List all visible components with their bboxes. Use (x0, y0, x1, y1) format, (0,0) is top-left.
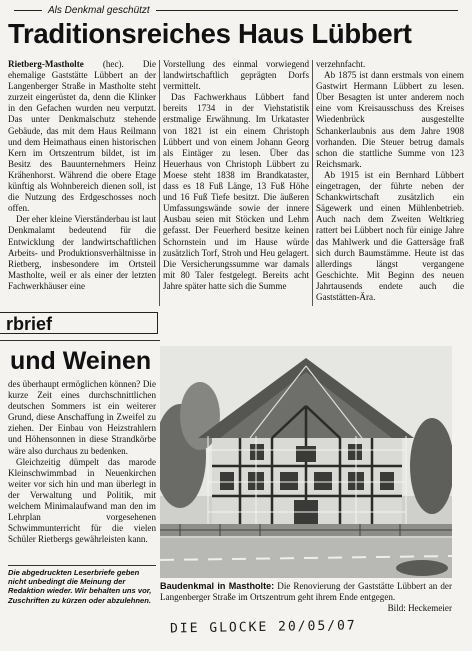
column-2-paragraph-1: Vorstellung des einmal vorwiegend landwirtschaftlich geprägten Dorfs vermittelt. (163, 59, 309, 92)
dateline: Rietberg-Mastholte (8, 59, 84, 69)
letters-section-header: rbrief (0, 312, 158, 334)
byline: (hec). (102, 59, 124, 69)
letters-disclaimer: Die abgedruckten Leserbriefe geben nicht unbedingt die Meinung der Redaktion wieder. Wir behalten uns vor, Zuschriften zu kürzen oder abzulehnen. (8, 568, 152, 605)
column-3-paragraph-1: Ab 1875 ist dann erstmals von einem Gastwirt Hermann Lübbert zu lesen. Über Besagten ist unter anderem noch eine vom Kreisausschuss des Kreises Wiedenbrück ausgestellte Schankerlaubnis aus dem Jahre 1908 vorhanden. Die Steuer betrug damals schon die stattliche Summe von 123 Reichsmark. (316, 70, 464, 169)
kicker-rule-left (14, 10, 42, 11)
kicker-text: Als Denkmal geschützt (48, 4, 150, 16)
article-column-2 (163, 59, 309, 292)
article-column-3 (316, 59, 464, 303)
column-3-paragraph-0: verzehnfacht. (316, 59, 366, 69)
letter-paragraph-1: des überhaupt ermöglichen können? Die kurze Zeit eines durchschnittlichen deutschen Sommers ist ein weiterer Grund, diese Anschaffung in Zweifel zu ziehen. Der Einbau von Heizstrahlern und Höhensonnen in diese Strandkörbe wäre also durchaus zu bedenken. (8, 379, 156, 456)
column-2-paragraph-2: Das Fachwerkhaus Lübbert fand bereits 1734 in der Viehstatistik erstmalige Erwähnung. Im Urkataster von 1821 ist ein einem Christoph Lübbert und von einem Johann Georg als Eintäger zu lesen. Über das Heuerhaus von Christoph Lübbert zu Moese steht 1838 im Brandkataster, dass es 18 Fuß Länge, 13 Fuß Höhe und 16 Fuß Tiefe besitzt. Die äußeren Umfassungswände sowie der innere Ausbau seien mit Stöcken und Lehm gefasst. Der Feuerherd besitze keinen Schornstein und im Hause würde zusätzlich Torf, Stroh und Heu gelagert. Die Versicherungssumme war damals mit 80 Taler festgelegt. Bereits acht Jahre später hatte sich die Summe (163, 92, 309, 291)
column-3-paragraph-2: Ab 1915 ist ein Bernhard Lübbert eingetragen, der führte neben der Schankwirtschaft zusätzlich ein Sägewerk und einen Mühlenbetrieb. Auch nach dem Zweiten Weltkrieg rattert bei Lübbert noch für einige Jahre das Mahlwerk und die Gattersäge fraß sich durch Baumstämme. Heute ist das allerdings längst vergangene Geschichte. Mit Beginn des neuen Jahrtausends endete auch die Gaststätten-Ära. (316, 169, 464, 302)
photo-caption (160, 581, 452, 614)
letter-paragraph-2: Gleichzeitig dümpelt das marode Kleinschwimmbad in Neuenkirchen weiter vor sich hin und man überlegt in der Verwaltung und Politik, mit welchem Minimalaufwand man den im Lehrplan vorgesehenen Schwimmunterricht für die vielen Schüler Rietbergs gewährleisten kann. (8, 456, 156, 545)
building-photo (160, 346, 452, 578)
caption-text: Die Renovierung der Gaststätte Lübbert an der Langenberger Straße im Ortszentrum geht ihrem Ende entgegen. (160, 581, 452, 602)
letter-headline: und Weinen (10, 347, 152, 375)
column-divider (159, 60, 160, 306)
column-1-paragraph-1: Rietberg-Mastholte (hec). Die ehemalige Gaststätte Lübbert an der Langenberger Straße in Mastholte steht zurzeit eingerüstet da, denn die Klinker in den Gefachen wurden neu verputzt. Das unter Denkmalschutz stehende Gebäude, das mit dem Haus Reilmann und dem Heimathaus einen historischen Kern im Ortszentrum bildet, ist im Besitz des Bauunternehmers Heinz Krähenhorst. Während die obere Etage künftig als Wohnbereich dienen soll, ist die Nutzung des Erdgeschosses noch offen. (8, 59, 156, 214)
letter-body (8, 379, 156, 545)
article-column-1 (8, 59, 156, 292)
kicker-rule-right (156, 10, 458, 11)
handwritten-source-note: DIE GLOCKE 20/05/07 (169, 618, 357, 637)
photo-credit: Bild: Heckemeier (387, 603, 452, 613)
disclaimer-rule (8, 565, 156, 566)
caption-lead: Baudenkmal in Mastholte: (160, 581, 275, 591)
column-divider (312, 60, 313, 306)
column-1-paragraph-2: Der eher kleine Vierständerbau ist laut Denkmalamt bedeutend für die Entwicklung der landwirtschaftlichen Arbeits- und Produktionsverhältnisse in Rietberg, insbesondere im Ortsteil Mastholte, weil er als einer der letzten Fachwerkhäuser eine (8, 214, 156, 291)
kicker (8, 3, 464, 17)
section-rule (0, 340, 160, 341)
headline: Traditionsreiches Haus Lübbert (8, 18, 412, 49)
